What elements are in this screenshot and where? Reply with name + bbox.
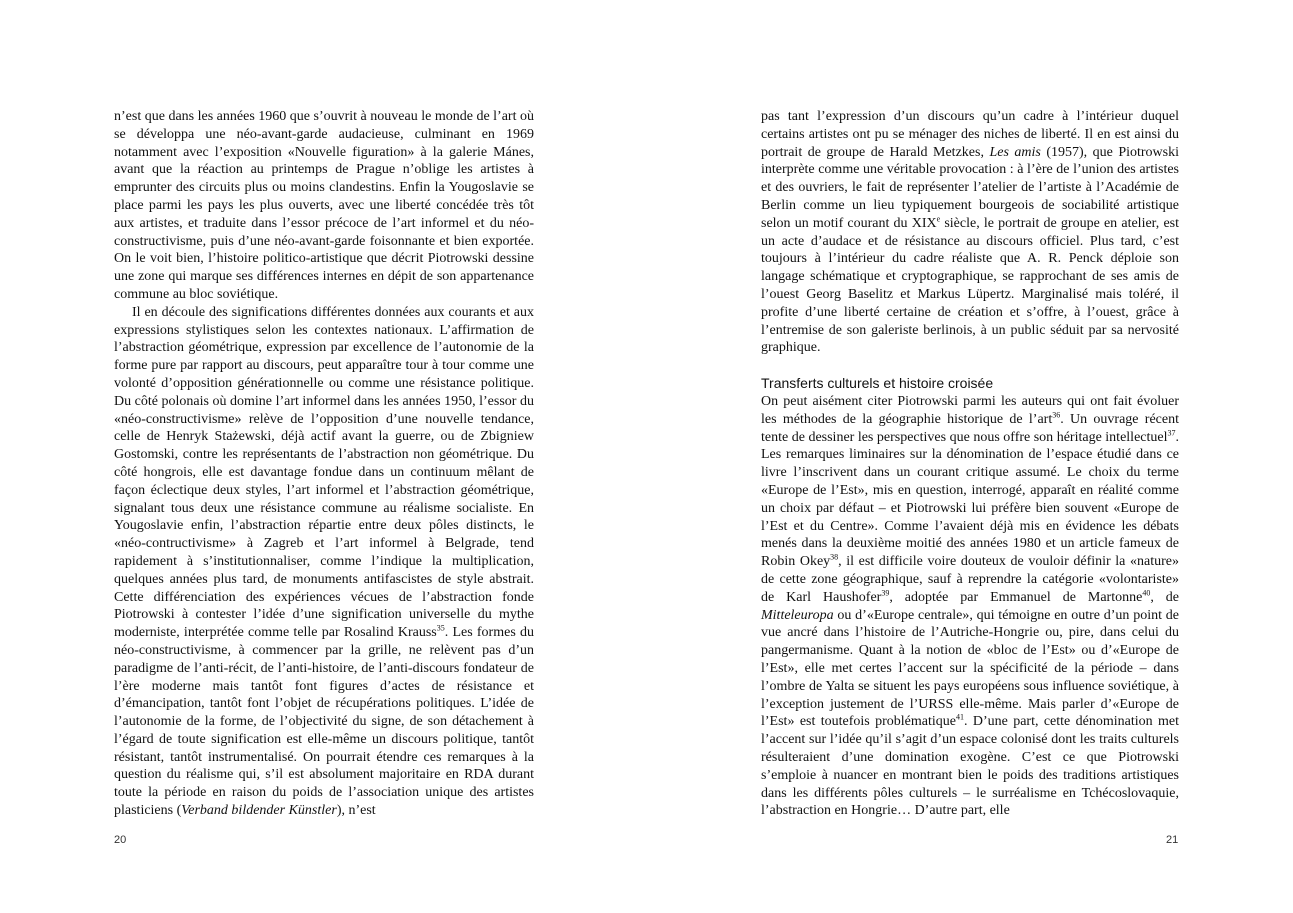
text-run: ), n’est <box>336 803 376 819</box>
right-body-text-bottom <box>761 393 1179 820</box>
text-run: , adoptée par Emmanuel de Martonne <box>889 589 1143 605</box>
italic-text: Verband bildender Künstler <box>181 803 337 819</box>
text-run: pas tant l’expression d’un discours qu’un cadre à l’intérieur duquel certains artistes ont pu se ménager des niches de liberté. Il en est ainsi du portrait de groupe de Harald Metzkes, <box>761 109 1179 160</box>
page-number-right: 21 <box>1166 834 1179 846</box>
paragraph <box>114 304 534 820</box>
text-run: . Les formes du néo-constructivisme, à commencer par la grille, ne relèvent pas d’un paradigme de l’anti-récit, de l’anti-histoire, de l’anti-discours fondateur de l’ère moderne mais tantôt font figures d’actes de résistance et d’émancipation, tantôt font l’objet de récupérations politiques. L’idée de l’autonomie de la forme, de l’objectivité du signe, de son détachement à l’égard de toute signification est elle-même un discours politique, tantôt résistant, tantôt instrumentalisé. On pourrait étendre ces remarques à la question du réalisme qui, s’il est absolument majoritaire en RDA durant toute la période en raison du poids de l’association unique des artistes plasticiens ( <box>114 625 534 819</box>
text-run: . Les remarques liminaires sur la dénomination de l’espace étudié dans ce livre l’inscrivent dans un courant critique assumé. Le choix du terme «Europe de l’Est», mis en question, interrogé, apparaît en réalité comme un choix par défaut – et Piotrowski lui préfère bien souvent «Europe de l’Est et du Centre». Comme l’avaient déjà mis en évidence les débats menés dans la deuxième moitié des années 1980 et un article fameux de Robin Okey <box>761 429 1179 570</box>
footnote-ref: 36 <box>1052 410 1061 420</box>
footnote-ref: e <box>936 214 941 224</box>
footnote-ref: 37 <box>1167 427 1176 437</box>
right-page <box>646 0 1293 913</box>
page-number-left: 20 <box>114 834 127 846</box>
text-run: , de <box>1150 589 1180 605</box>
footnote-ref: 38 <box>830 552 839 562</box>
text-run: . D’une part, cette dénomination met l’accent sur l’idée qu’il s’agit d’un espace colonisé dont les traits culturels résulteraient d’une domination exogène. C’est ce que Piotrowski s’emploie à nuancer en montrant bien le poids des traditions artistiques dans les différents pôles culturels – le surréalisme en Tchécoslovaquie, l’abstraction en Hongrie… D’autre part, elle <box>761 714 1179 819</box>
footnote-ref: 40 <box>1142 588 1151 598</box>
left-body-text <box>114 108 534 820</box>
paragraph <box>761 108 1179 357</box>
text-run: ou d’«Europe centrale», qui témoigne en outre d’un point de vue ancré dans l’histoire de l’Autriche-Hongrie ou, pire, dans celui du pangermanisme. Quant à la notion de «bloc de l’Est» ou d’«Europe de l’Est», elle met certes l’accent sur la spécificité de la période – dans l’ombre de Yalta se situent les pays européens sous influence soviétique, à l’exception justement de l’URSS elle-même. Mais parler d’«Europe de l’Est» est toutefois problématique <box>761 607 1179 730</box>
italic-text: Les amis <box>989 144 1041 160</box>
text-run: , il est difficile voire douteux de vouloir définir la «nature» de cette zone géographique, sauf à reprendre la catégorie «volontariste» de Karl Haushofer <box>761 554 1179 605</box>
footnote-ref: 35 <box>436 623 445 633</box>
text-run: siècle, le portrait de groupe en atelier, est un acte d’audace et de résistance au discours officiel. Plus tard, c’est toujours à l’intérieur du cadre réaliste que A. R. Penck déploie son langage schématique et cryptographique, se rapprochant de ses amis de l’ouest Georg Baselitz et Markus Lüpertz. Marginalisé mais toléré, il profite d’une liberté certaine de création et s’offre, à l’ouest, grâce à l’entremise de son galeriste berlinois, à un public séduit par sa nervosité graphique. <box>761 215 1179 356</box>
footnote-ref: 39 <box>881 588 890 598</box>
text-run: Il en découle des significations différentes données aux courants et aux expressions stylistiques selon les contextes nationaux. L’affirmation de l’abstraction géométrique, expression par excellence de l’autonomie de la forme pure par rapport au discours, peut apparaître tour à tour comme une volonté d’opposition générationnelle ou comme une résistance politique. Du côté polonais où domine l’art informel dans les années 1950, l’essor du «néo-constructivisme» relève de l’opposition d’une nouvelle tendance, celle de Henryk Stażewski, déjà actif avant la guerre, ou de Zbigniew Gostomski, contre les représentants de l’abstraction non géométrique. Du côté hongrois, elle est davantage fondue dans un continuum mêlant de façon éclectique deux styles, l’art informel et l’abstraction géométrique, signalant tous deux une résistance commune au réalisme socialiste. En Yougoslavie enfin, l’abstraction répartie entre deux pôles distincts, le «néo-contructivisme» à Zagreb et l’art informel à Belgrade, tend rapidement à s’institutionnaliser, comme l’indique la multiplication, quelques années plus tard, de monuments antifascistes de style abstrait. Cette différenciation des expériences vécues de l’abstraction fonde Piotrowski à contester l’idée d’une signification universelle du mythe moderniste, interprétée comme telle par Rosalind Krauss <box>114 304 534 641</box>
footnote-ref: 41 <box>955 712 964 722</box>
left-page <box>0 0 646 913</box>
text-run: . Un ouvrage récent tente de dessiner les perspectives que nous offre son héritage intellectuel <box>761 411 1179 445</box>
section-heading: Transferts culturels et histoire croisée <box>761 375 994 391</box>
right-body-text-top <box>761 108 1179 357</box>
text-run: On peut aisément citer Piotrowski parmi les auteurs qui ont fait évoluer les méthodes de la géographie historique de l’art <box>761 394 1179 427</box>
text-run: n’est que dans les années 1960 que s’ouvrit à nouveau le monde de l’art où se développa une néo-avant-garde audacieuse, culminant en 1969 notamment avec l’exposition «Nouvelle figuration» à la galerie Mánes, avant que la réaction au printemps de Prague n’oblige les artistes à emprunter des circuits plus ou moins clandestins. Enfin la Yougoslavie se place parmi les pays les plus ouverts, avec une liberté concédée très tôt aux artistes, et traduite dans l’essor précoce de l’art informel et du néo-constructivisme, puis d’une néo-avant-garde foisonnante et bien exportée. On le voit bien, l’histoire politico-artistique que décrit Piotrowski dessine une zone qui marque ses différences internes en dépit de son appartenance commune au bloc soviétique. <box>114 109 534 302</box>
paragraph <box>114 108 534 304</box>
text-run: (1957), que Piotrowski interprète comme une véritable provocation : à l’ère de l’union des artistes et des ouvriers, le fait de représenter l’atelier de l’artiste à l’Académie de Berlin comme un lieu typiquement bourgeois de sociabilité artistique selon un motif courant du XIX <box>761 144 1179 231</box>
paragraph <box>761 393 1179 820</box>
italic-text: Mitteleuropa <box>761 607 834 623</box>
